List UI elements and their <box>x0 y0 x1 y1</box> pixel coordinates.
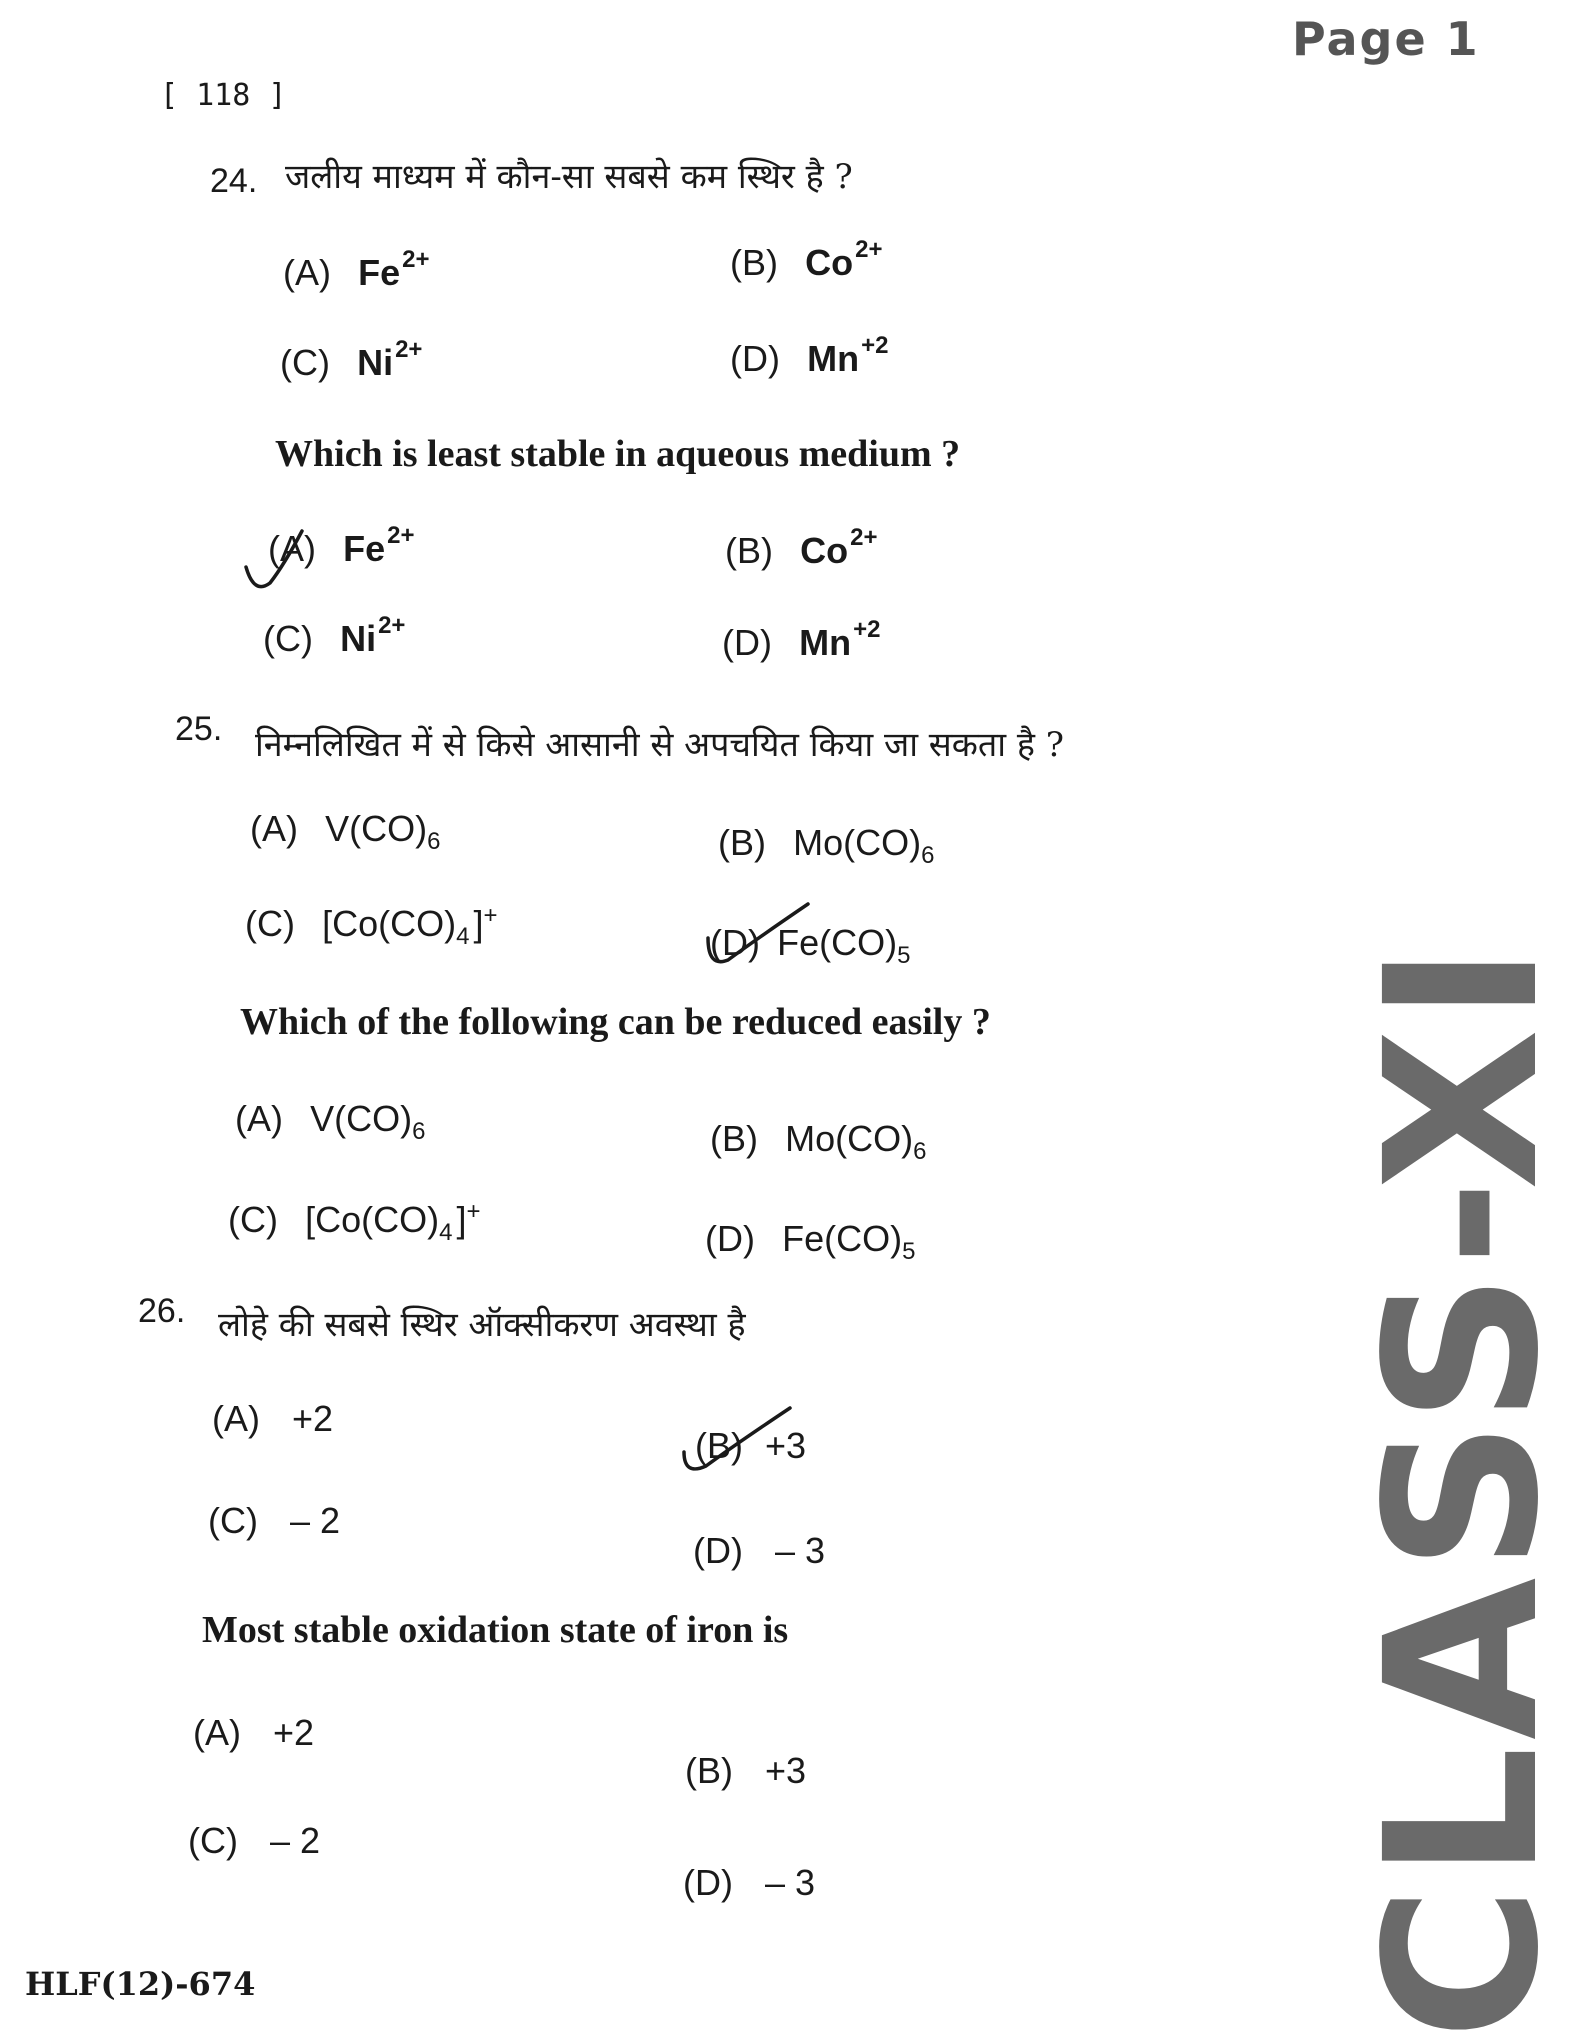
q24-hi-option-d <box>730 332 889 380</box>
option-charge: 2+ <box>378 612 406 639</box>
option-subscript: 5 <box>902 1238 916 1266</box>
option-label: (B) <box>718 822 766 863</box>
page-label: Page 1 <box>1292 12 1480 66</box>
option-base: Ni <box>357 342 394 383</box>
option-label: (D) <box>722 622 772 663</box>
option-formula: Fe(CO) <box>777 922 898 963</box>
q25-english-question: Which of the following can be reduced easily ? <box>240 1001 991 1043</box>
q25-en-option-d <box>705 1218 915 1266</box>
q26-en-option-a <box>193 1712 314 1754</box>
q26-en-option-d <box>683 1862 815 1904</box>
q24-en-option-b <box>725 524 878 572</box>
option-label: (B) <box>685 1750 733 1791</box>
class-watermark: CLASS-XI <box>1340 938 1585 2040</box>
q24-hi-option-a <box>283 246 430 294</box>
q24-hi-option-b <box>730 236 883 284</box>
option-value: – 3 <box>765 1862 816 1903</box>
option-label: (B) <box>695 1425 743 1466</box>
option-charge: 2+ <box>395 336 423 363</box>
option-formula: [Co(CO) <box>322 903 457 944</box>
option-subscript: 6 <box>427 828 441 856</box>
option-label: (C) <box>280 342 330 383</box>
q25-hindi-question: निम्नलिखित में से किसे आसानी से अपचयित किया जा सकता है ? <box>255 725 1064 765</box>
option-label: (D) <box>693 1530 743 1571</box>
q26-hi-option-a <box>212 1398 333 1440</box>
q26-answer-tick-icon <box>676 1400 796 1480</box>
option-label: (A) <box>283 252 331 293</box>
page-number: [ 118 ] <box>160 78 287 113</box>
q26-en-option-c <box>188 1820 320 1862</box>
option-value: – 2 <box>270 1820 321 1861</box>
q26-number: 26. <box>138 1292 186 1330</box>
option-label: (D) <box>705 1218 755 1259</box>
q25-en-option-b <box>710 1118 926 1166</box>
option-formula: Mo(CO) <box>785 1118 914 1159</box>
option-base: Fe <box>358 252 401 293</box>
option-base: Co <box>800 530 849 571</box>
option-value: +3 <box>765 1750 807 1791</box>
q26-hi-option-d <box>693 1530 825 1572</box>
option-label: (B) <box>725 530 773 571</box>
option-charge: 2+ <box>402 246 430 273</box>
q25-hi-option-b <box>718 822 934 870</box>
option-label: (C) <box>228 1199 278 1240</box>
option-charge: 2+ <box>850 524 878 551</box>
option-base: Mn <box>807 338 860 379</box>
q24-en-option-c <box>263 612 406 660</box>
option-charge: + <box>466 1198 481 1225</box>
q24-en-option-d <box>722 616 881 664</box>
option-bracket: ] <box>473 903 484 944</box>
option-base: Ni <box>340 618 377 659</box>
q24-hi-option-c <box>280 336 423 384</box>
option-value: – 2 <box>290 1500 341 1541</box>
option-formula: V(CO) <box>310 1098 413 1139</box>
option-label: (A) <box>193 1712 241 1753</box>
option-subscript: 6 <box>913 1138 927 1166</box>
option-value: +2 <box>273 1712 315 1753</box>
option-label: (A) <box>212 1398 260 1439</box>
option-value: +3 <box>765 1425 807 1466</box>
option-charge: 2+ <box>387 522 415 549</box>
paper-code: HLF(12)-674 <box>25 1965 256 2003</box>
option-charge: + <box>483 902 498 929</box>
q25-hi-option-a <box>250 808 440 856</box>
option-value: – 3 <box>775 1530 826 1571</box>
q25-en-option-a <box>235 1098 425 1146</box>
option-subscript: 5 <box>897 942 911 970</box>
option-label: (B) <box>710 1118 758 1159</box>
option-label: (A) <box>235 1098 283 1139</box>
option-label: (C) <box>245 903 295 944</box>
q24-answer-tick-icon <box>240 525 320 605</box>
q26-english-question: Most stable oxidation state of iron is <box>202 1609 789 1651</box>
q26-en-option-b <box>685 1750 806 1792</box>
option-formula: Fe(CO) <box>782 1218 903 1259</box>
option-charge: +2 <box>853 616 881 643</box>
q25-number: 25. <box>175 710 223 748</box>
option-label: (A) <box>250 808 298 849</box>
q26-hi-option-c <box>208 1500 340 1542</box>
option-label: (D) <box>710 922 760 963</box>
option-subscript: 6 <box>412 1118 426 1146</box>
q24-hindi-question: जलीय माध्यम में कौन-सा सबसे कम स्थिर है ? <box>285 157 853 197</box>
option-label: (A) <box>268 528 316 569</box>
q24-english-question: Which is least stable in aqueous medium ? <box>275 433 961 475</box>
option-value: +2 <box>292 1398 334 1439</box>
option-formula: Mo(CO) <box>793 822 922 863</box>
option-base: Co <box>805 242 854 283</box>
q24-number: 24. <box>210 162 258 200</box>
option-base: Fe <box>343 528 386 569</box>
option-label: (C) <box>188 1820 238 1861</box>
option-bracket: ] <box>456 1199 467 1240</box>
option-base: Mn <box>799 622 852 663</box>
option-charge: +2 <box>861 332 889 359</box>
q26-hindi-question: लोहे की सबसे स्थिर ऑक्सीकरण अवस्था है <box>218 1305 746 1345</box>
option-label: (D) <box>683 1862 733 1903</box>
q25-hi-option-c <box>245 902 497 951</box>
option-label: (C) <box>208 1500 258 1541</box>
option-formula: V(CO) <box>325 808 428 849</box>
q25-en-option-c <box>228 1198 480 1247</box>
option-subscript: 4 <box>439 1219 453 1247</box>
option-label: (D) <box>730 338 780 379</box>
option-label: (C) <box>263 618 313 659</box>
option-label: (B) <box>730 242 778 283</box>
option-formula: [Co(CO) <box>305 1199 440 1240</box>
option-subscript: 4 <box>456 923 470 951</box>
option-subscript: 6 <box>921 842 935 870</box>
option-charge: 2+ <box>855 236 883 263</box>
q25-answer-tick-icon <box>698 898 818 978</box>
